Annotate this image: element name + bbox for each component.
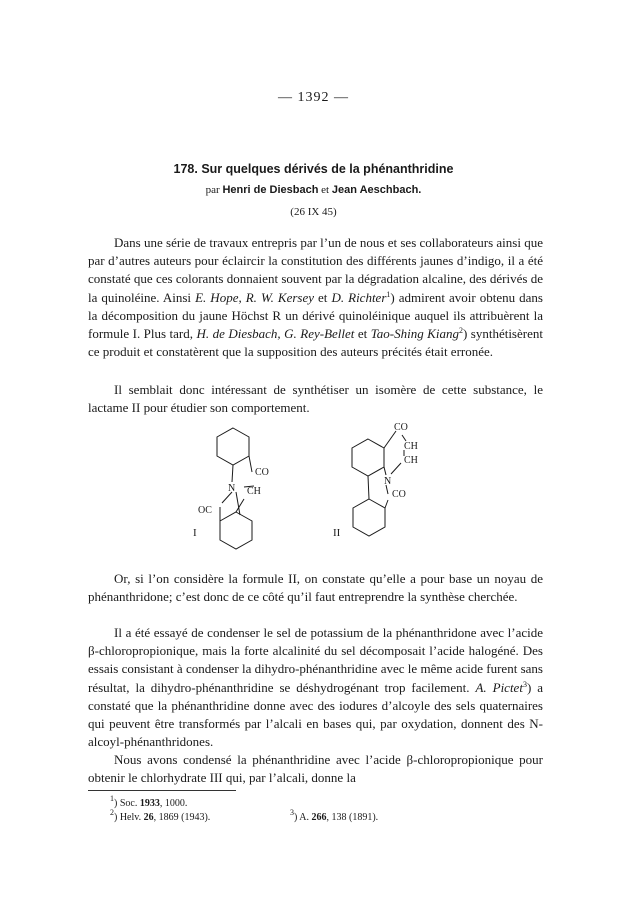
p4-text-a: Il a été essayé de condenser le sel de potassium de la phénanthridone avec l’acide β-chloropropionique, mais la forte alcalinité du sel décomposait l’acide halogéné. Des essais consistant à condenser la dihydro-phénanthridine avec le même acide furent sans résultat, la dihydro-phénanthridine se déshydrogénant trop facilement. <box>88 625 543 695</box>
formula-I-bond-2 <box>232 465 233 482</box>
formula-II-bond-5 <box>384 467 386 475</box>
formula-I-bottom-ring <box>220 512 252 549</box>
footnote-1-mark: 1 <box>110 794 114 803</box>
p1-text-a: Dans une série de travaux entrepris par l’un de nous et ses collaborateurs ainsi que par d’autres auteurs pour éclaircir la constitution des différents jaunes d’indigo, il a été constaté que ces colorants donnaient souvent par la dégradation alcaline, des dérivés de la quinoléine. Ainsi <box>88 235 543 305</box>
formula-II-ch-2: CH <box>404 455 418 466</box>
authors-conj: et <box>321 184 330 196</box>
p1-authors-hope-kersey: E. Hope, R. W. Kersey <box>195 289 314 305</box>
footnote-rule <box>88 790 236 791</box>
footnote-1 <box>110 794 188 810</box>
p4-author-pictet: A. Pictet <box>475 679 523 695</box>
footnote-3-journal: ) A. <box>294 812 312 823</box>
footnote-3-mark: 3 <box>290 808 294 817</box>
footnote-1-pages: , 1000. <box>159 798 188 809</box>
article-title: 178. Sur quelques dérivés de la phénanthridine <box>173 162 454 176</box>
paragraph-3 <box>88 570 543 606</box>
p1-author-richter: D. Richter <box>331 289 387 305</box>
formula-II-bond-4 <box>391 463 401 474</box>
p1-text-b: et <box>314 289 332 305</box>
author-1: Henri de Diesbach <box>222 184 319 196</box>
footnote-3-volume: 266 <box>311 812 327 823</box>
formula-II-co-top: CO <box>394 422 408 433</box>
p3-text: Or, si l’on considère la formule II, on constate qu’elle a pour base un noyau de phénanthridone; c’est donc de ce côté qu’il faut entreprendre la synthèse cherchée. <box>88 571 543 605</box>
formula-II-bond-7 <box>368 476 369 499</box>
formula-II-top-ring <box>352 439 384 476</box>
formula-I-top-ring <box>217 428 249 465</box>
formula-II <box>333 422 418 539</box>
author-2: Jean Aeschbach. <box>331 184 422 196</box>
footnote-2-journal: ) Helv. <box>114 812 144 823</box>
footnote-3 <box>290 808 379 824</box>
formula-II-ch-1: CH <box>404 441 418 452</box>
footnote-2-mark: 2 <box>110 808 114 817</box>
p5-text: Nous avons condensé la phénanthridine avec l’acide β-chloropropionique pour obtenir le chlorhydrate III qui, par l’alcali, donne la <box>88 752 543 786</box>
p2-text: Il semblait donc intéressant de synthétiser un isomère de cette substance, le lactame II pour étudier son comportement. <box>88 382 543 416</box>
footnote-1-journal: ) Soc. <box>114 798 140 809</box>
formula-I-label: I <box>193 527 197 539</box>
formula-I-oc: OC <box>198 505 212 516</box>
p1-text-d: et <box>354 326 371 342</box>
formula-II-co-bottom: CO <box>392 489 406 500</box>
formula-I-n: N <box>228 483 236 494</box>
p4-text-b: ) a constaté que la phénanthridine donne avec des iodures d’alcoyle des sels quaternaires qui peuvent être transformés par l’alcali en bases qui, par oxydation, donnent des N-alcoyl-phénanthridones. <box>88 679 544 750</box>
formula-I-co: CO <box>255 467 269 478</box>
footnote-2 <box>110 808 211 824</box>
footnote-1-volume: 1933 <box>139 798 160 809</box>
formula-II-bond-1 <box>384 431 396 448</box>
p1-author-kiang: Tao-Shing Kiang <box>370 326 459 342</box>
p1-text-c: ) admirent avoir obtenu dans la décomposition du jaune Höchst R un dérivé quinoléinique auquel ils attribuèrent la formule I. Plus tard, <box>88 289 543 342</box>
footnote-3-pages: , 138 (1891). <box>326 812 379 823</box>
p1-text-e: ) synthétisèrent ce produit et constatèrent que la supposition des auteurs précités était erronée. <box>88 326 543 360</box>
paragraph-5 <box>88 751 543 787</box>
footnote-ref-1: 1 <box>386 289 391 299</box>
formula-II-n: N <box>384 476 392 487</box>
footnote-ref-2: 2 <box>458 326 463 336</box>
formula-I <box>193 428 269 549</box>
formula-II-bond-8 <box>385 500 388 508</box>
page-number: — 1392 — <box>278 90 349 105</box>
formula-I-bond-1 <box>249 456 252 472</box>
formula-II-label: II <box>333 527 341 539</box>
p1-authors-diesbach-reybellet: H. de Diesbach, G. Rey-Bellet <box>196 326 355 342</box>
received-date: (26 IX 45) <box>290 206 337 218</box>
footnote-2-pages: , 1869 (1943). <box>153 812 211 823</box>
authors-prefix: par <box>205 184 220 196</box>
footnote-ref-3: 3 <box>522 679 527 689</box>
footnote-2-volume: 26 <box>143 812 154 823</box>
paragraph-4 <box>88 624 543 751</box>
formula-I-ch: CH <box>247 486 261 497</box>
formula-II-bottom-ring <box>353 499 385 536</box>
